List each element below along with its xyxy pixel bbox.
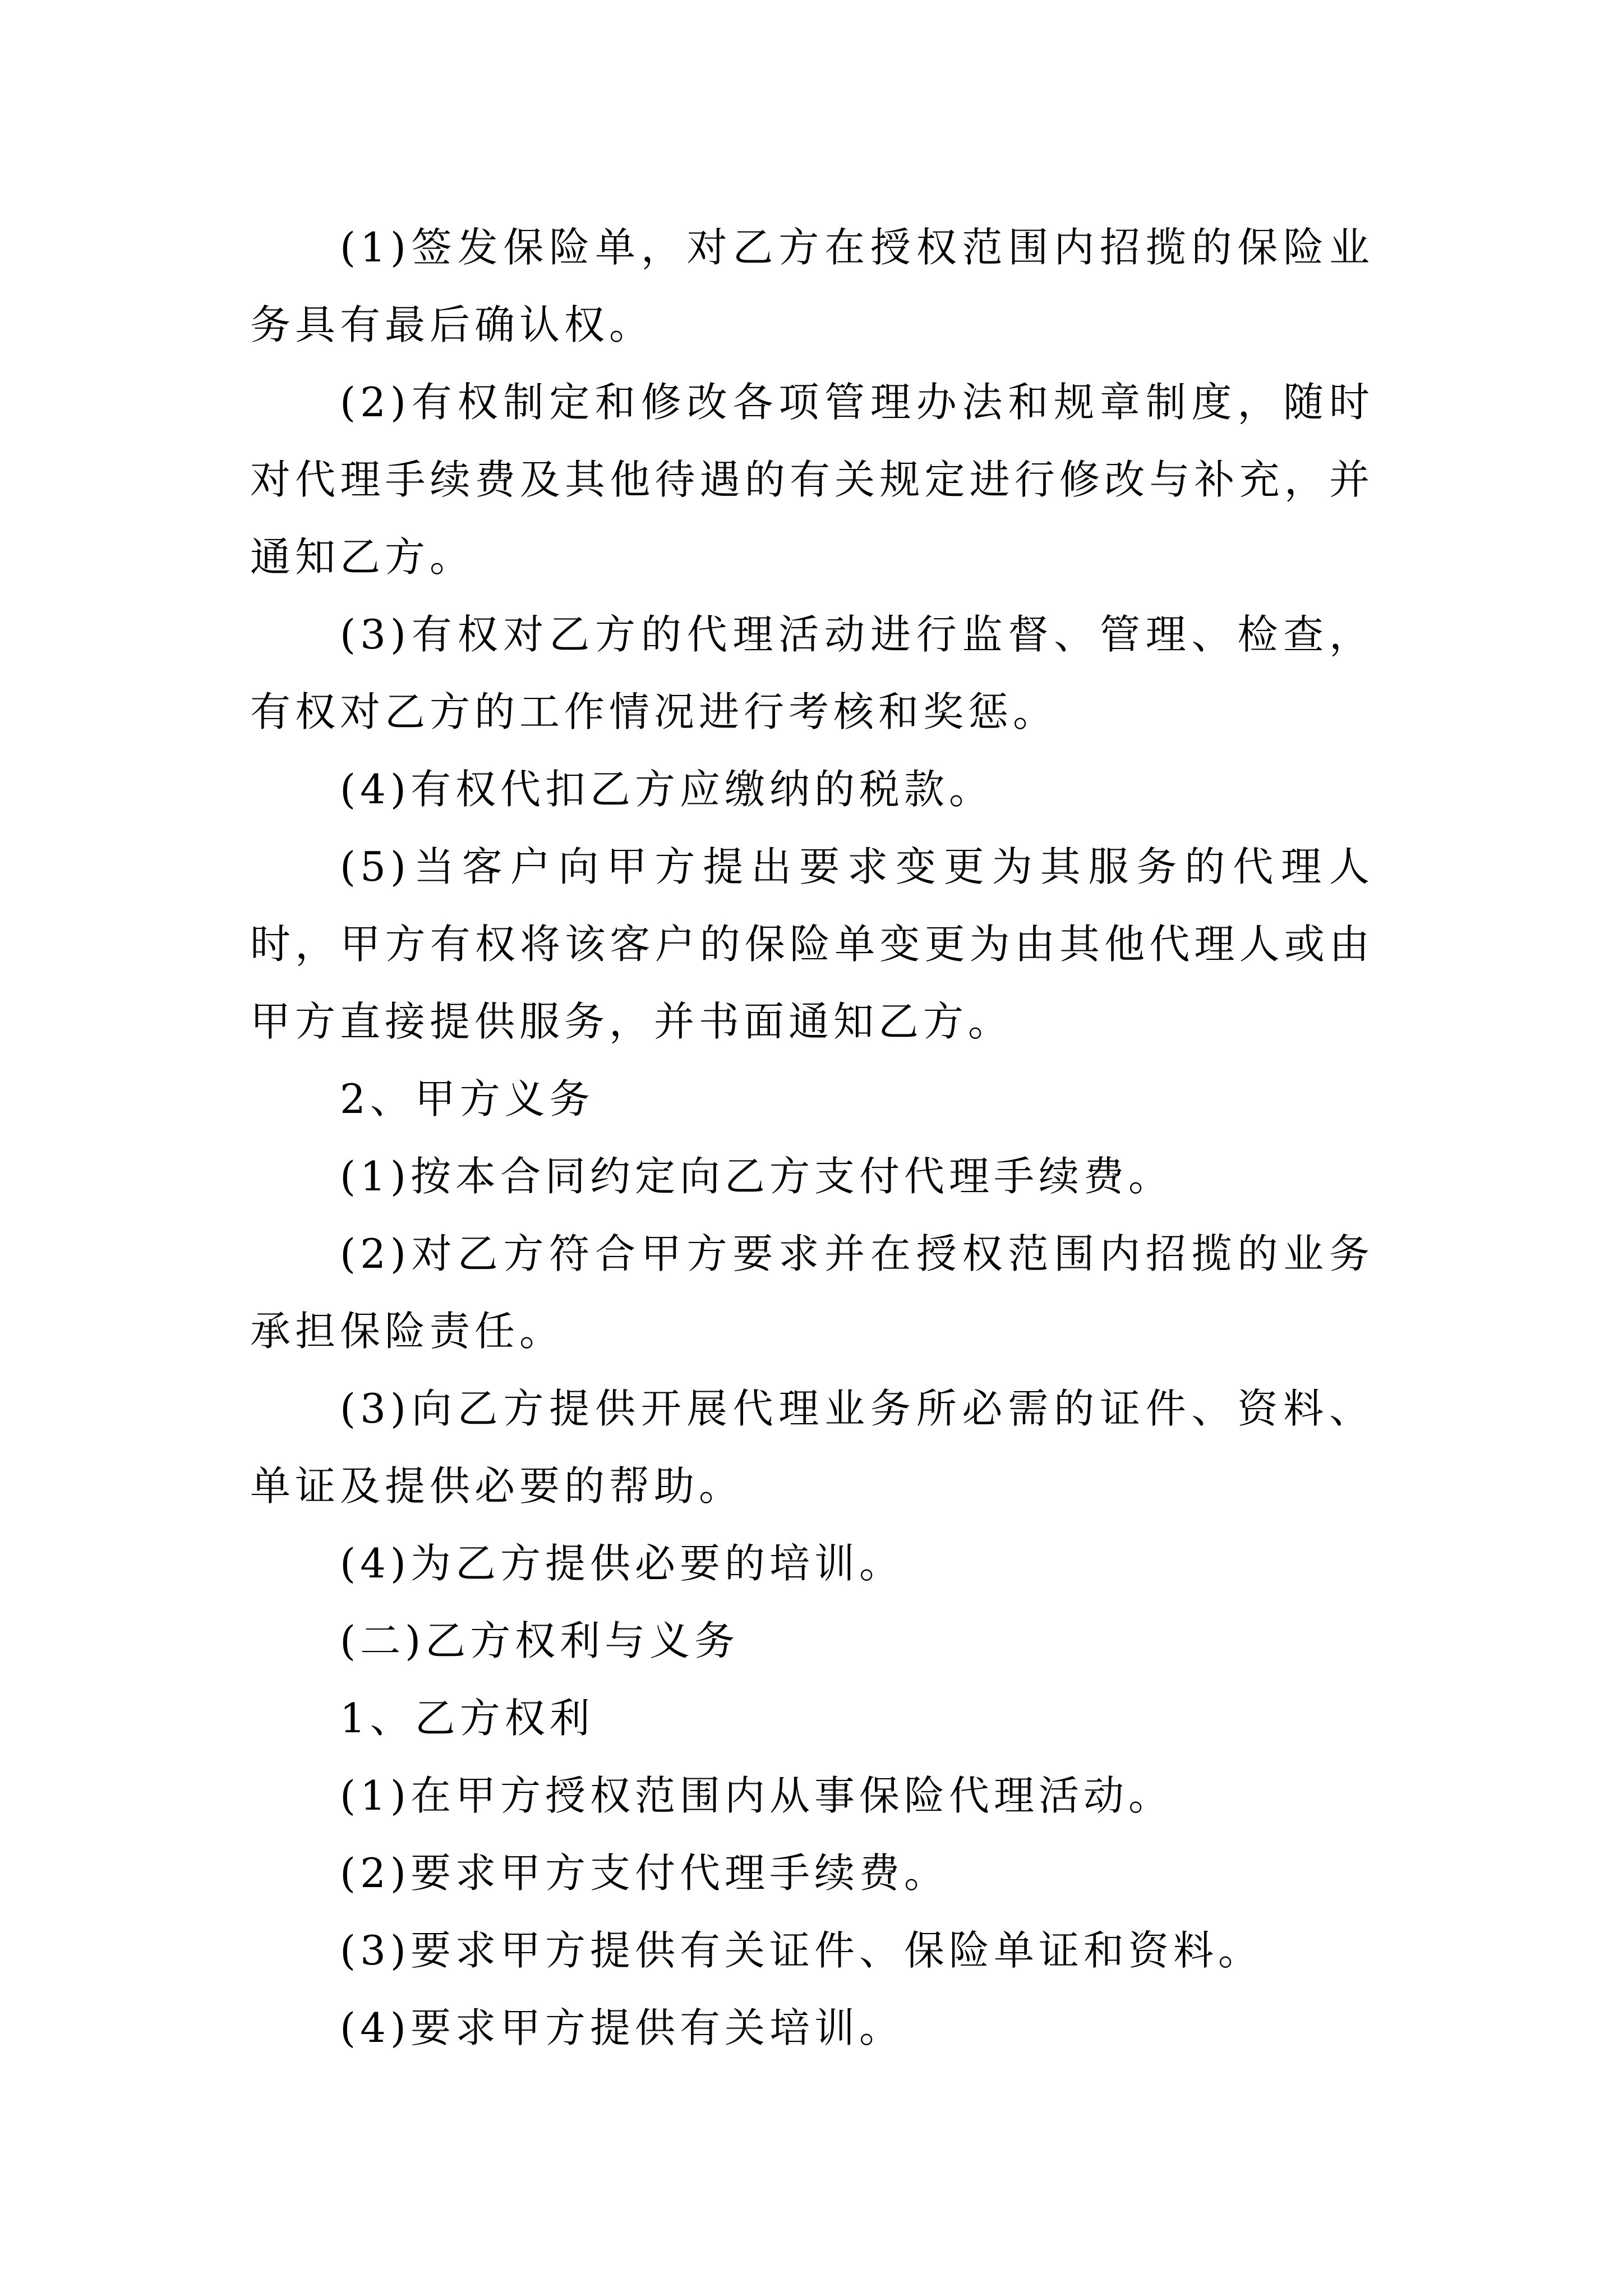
paragraph-15: (3)要求甲方提供有关证件、保险单证和资料。 bbox=[340, 1927, 1263, 1974]
paragraph-1: (1)签发保险单，对乙方在授权范围内招揽的保险业务具有最后确认权。 bbox=[250, 224, 1374, 348]
paragraph-4: (4)有权代扣乙方应缴纳的税款。 bbox=[340, 766, 994, 813]
section-heading-party-b-rights: 1、乙方权利 bbox=[340, 1695, 594, 1742]
section-heading-party-b-rights-obligations: (二)乙方权利与义务 bbox=[340, 1617, 740, 1664]
paragraph-7: (1)按本合同约定向乙方支付代理手续费。 bbox=[340, 1153, 1173, 1200]
paragraph-14: (2)要求甲方支付代理手续费。 bbox=[340, 1849, 949, 1897]
paragraph-16: (4)要求甲方提供有关培训。 bbox=[340, 2004, 904, 2051]
paragraph-2: (2)有权制定和修改各项管理办法和规章制度，随时对代理手续费及其他待遇的有关规定进行修改与补充，并通知乙方。 bbox=[250, 379, 1374, 581]
section-heading-party-a-obligations: 2、甲方义务 bbox=[340, 1075, 594, 1122]
paragraph-13: (1)在甲方授权范围内从事保险代理活动。 bbox=[340, 1772, 1173, 1819]
paragraph-10: (4)为乙方提供必要的培训。 bbox=[340, 1540, 904, 1587]
paragraph-8: (2)对乙方符合甲方要求并在授权范围内招揽的业务承担保险责任。 bbox=[250, 1230, 1374, 1355]
paragraph-3: (3)有权对乙方的代理活动进行监督、管理、检查，有权对乙方的工作情况进行考核和奖惩。 bbox=[250, 611, 1374, 735]
paragraph-5: (5)当客户向甲方提出要求变更为其服务的代理人时，甲方有权将该客户的保险单变更为由其他代理人或由甲方直接提供服务，并书面通知乙方。 bbox=[250, 843, 1374, 1045]
paragraph-9: (3)向乙方提供开展代理业务所必需的证件、资料、单证及提供必要的帮助。 bbox=[250, 1385, 1374, 1510]
document-body bbox=[250, 209, 1374, 2067]
